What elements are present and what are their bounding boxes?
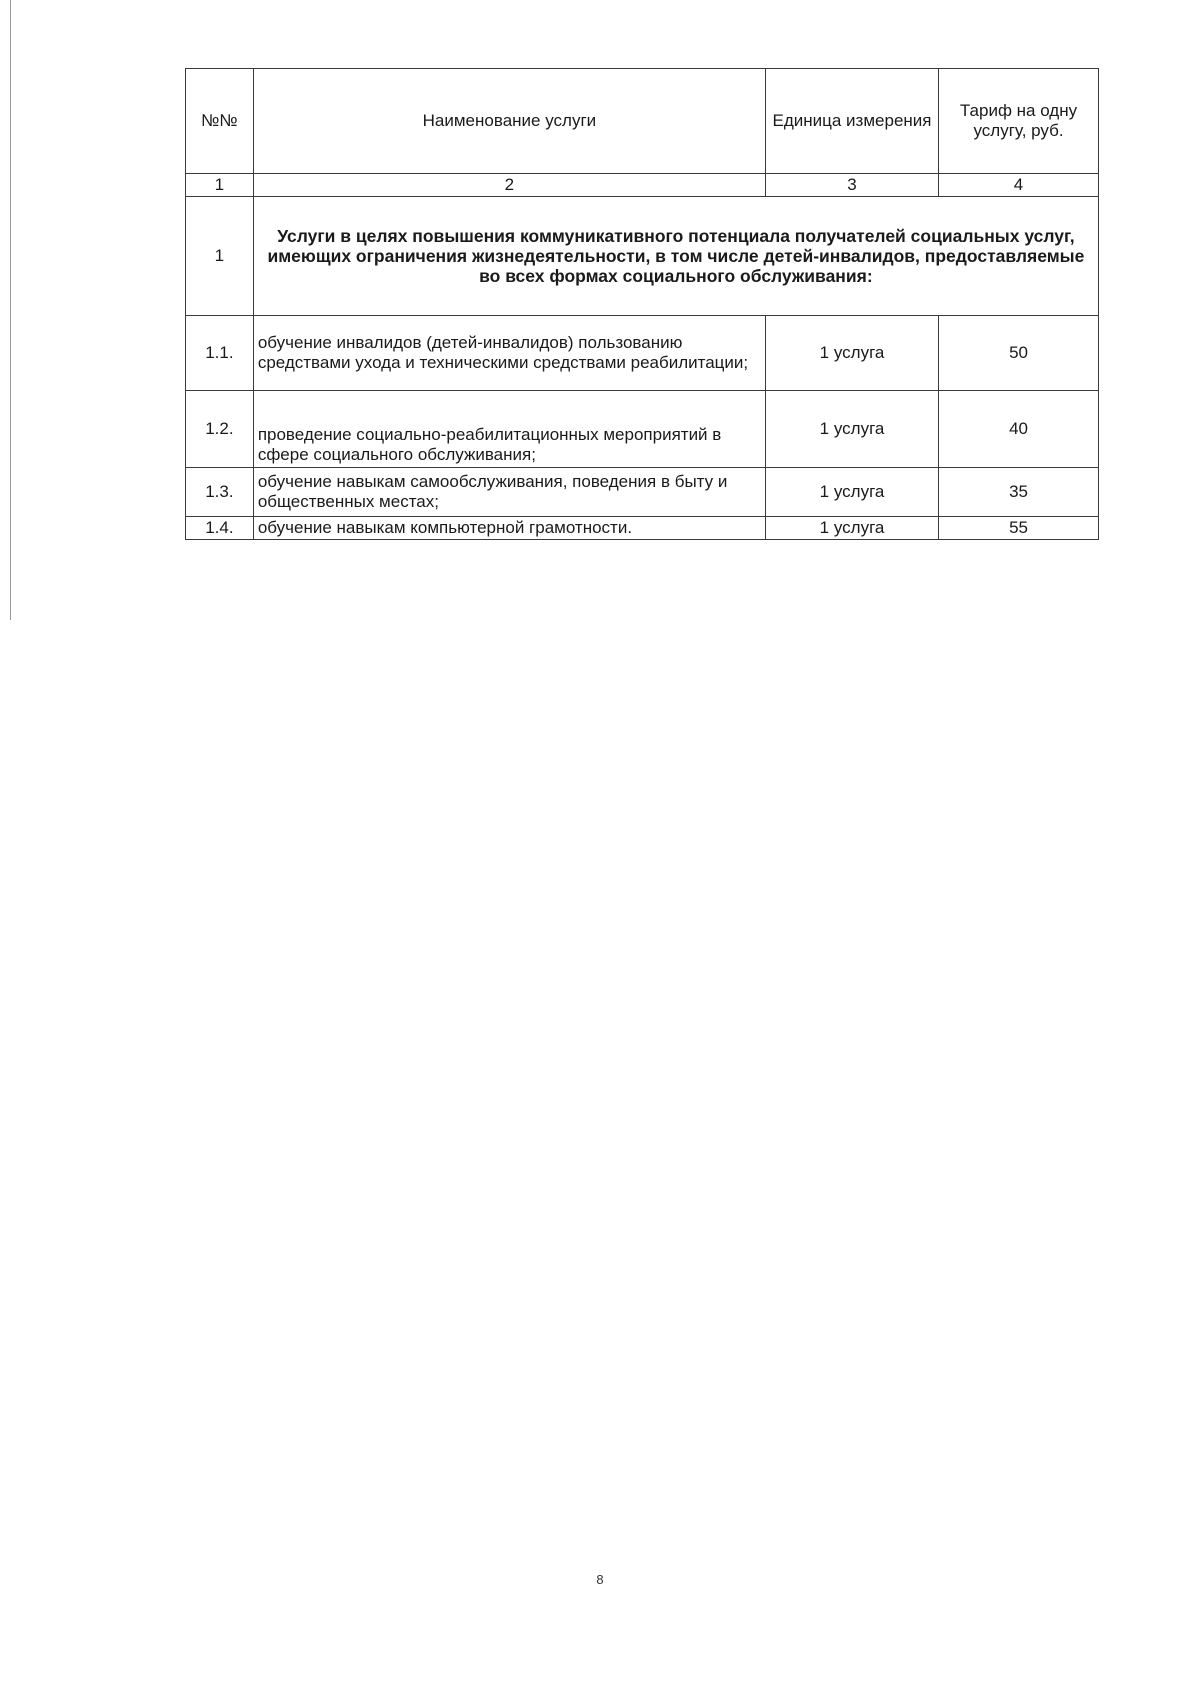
row-unit: 1 услуга [765, 517, 938, 540]
table-row [186, 517, 1099, 540]
row-tariff: 40 [939, 391, 1099, 468]
row-num: 1.2. [186, 391, 254, 468]
row-service-name: обучение навыкам самообслуживания, поведения в быту и общественных местах; [253, 468, 765, 517]
tariff-table [185, 68, 1099, 540]
page-number: 8 [596, 1572, 604, 1587]
row-service-name: обучение инвалидов (детей-инвалидов) пользованию средствами ухода и техническими средствами реабилитации; [253, 316, 765, 391]
header-unit: Единица измерения [765, 69, 938, 174]
row-unit: 1 услуга [765, 316, 938, 391]
column-index-4: 4 [939, 174, 1099, 197]
row-tariff: 50 [939, 316, 1099, 391]
scan-margin-line [10, 0, 11, 620]
table-row [186, 468, 1099, 517]
section-row [186, 197, 1099, 316]
row-unit: 1 услуга [765, 468, 938, 517]
section-num: 1 [186, 197, 254, 316]
column-index-3: 3 [765, 174, 938, 197]
table-row [186, 391, 1099, 468]
column-index-1: 1 [186, 174, 254, 197]
header-num: №№ [186, 69, 254, 174]
table-row [186, 316, 1099, 391]
table-header-row [186, 69, 1099, 174]
row-unit: 1 услуга [765, 391, 938, 468]
header-service-name: Наименование услуги [253, 69, 765, 174]
column-index-row [186, 174, 1099, 197]
row-tariff: 55 [939, 517, 1099, 540]
section-title: Услуги в целях повышения коммуникативного потенциала получателей социальных услуг, имеющих ограничения жизнедеятельности, в том числе детей-инвалидов, предоставляемые во всех формах социального обслуживания: [253, 197, 1098, 316]
row-num: 1.4. [186, 517, 254, 540]
row-num: 1.3. [186, 468, 254, 517]
row-tariff: 35 [939, 468, 1099, 517]
row-num: 1.1. [186, 316, 254, 391]
header-tariff: Тариф на одну услугу, руб. [939, 69, 1099, 174]
column-index-2: 2 [253, 174, 765, 197]
row-service-name: обучение навыкам компьютерной грамотности. [253, 517, 765, 540]
row-service-name: проведение социально-реабилитационных мероприятий в сфере социального обслуживания; [253, 391, 765, 468]
